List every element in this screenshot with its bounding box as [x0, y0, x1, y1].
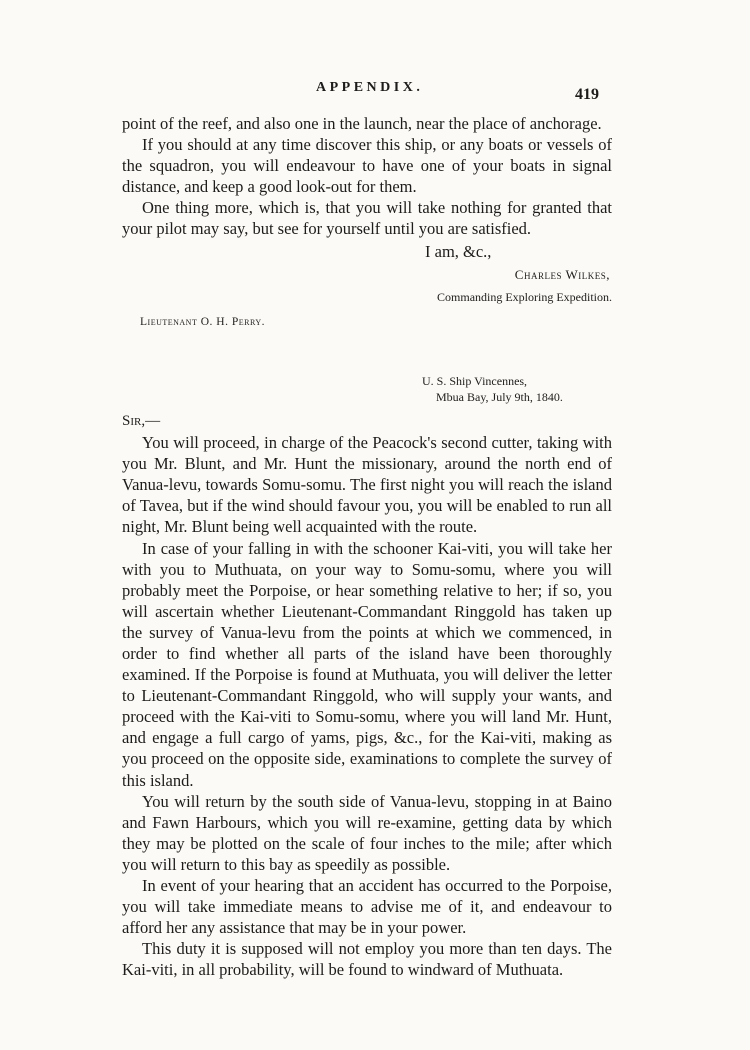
- paragraph: This duty it is supposed will not employ you more than ten days. The Kai-viti, in all probability, will be found to windward of Muthuata.: [122, 939, 612, 980]
- paragraph: One thing more, which is, that you will take nothing for granted that your pilot may say, but see for yourself until you are satisfied.: [122, 198, 612, 239]
- letter-place: U. S. Ship Vincennes,: [422, 373, 528, 388]
- paragraph-continued: point of the reef, and also one in the launch, near the place of anchorage.: [122, 114, 602, 133]
- paragraph: In event of your hearing that an accident has occurred to the Porpoise, you will take immediate means to advise me of it, and endeavour to afford her any assistance that may be in your power.: [122, 876, 612, 938]
- addressee: Lieutenant O. H. Perry.: [140, 315, 265, 328]
- letter-date: Mbua Bay, July 9th, 1840.: [436, 389, 563, 404]
- paragraph: You will proceed, in charge of the Peacock's second cutter, taking with you Mr. Blunt, and Mr. Hunt the missionary, around the north end of Vanua-levu, towards Somu-somu. The first night you will reach the island of Tavea, but if the wind should favour you, you will be enabled to run all night, Mr. Blunt being well acquainted with the route.: [122, 433, 612, 537]
- paragraph: In case of your falling in with the schooner Kai-viti, you will take her with you to Muthuata, on your way to Somu-somu, where you will probably meet the Porpoise, or hear something relative to her; if so, you will ascertain whether Lieutenant-Commandant Ringgold has taken up the survey of Vanua-levu from the points at which we commenced, in order to find whether all parts of the island have been thoroughly examined. If the Porpoise is found at Muthuata, you will deliver the letter to Lieutenant-Commandant Ringgold, who will supply your wants, and proceed with the Kai-viti to Somu-somu, where you will land Mr. Hunt, and engage a full cargo of yams, pigs, &c., for the Kai-viti, making as you proceed on the opposite side, examinations to complete the survey of this island.: [122, 538, 612, 790]
- signer-name: Charles Wilkes,: [514, 266, 610, 282]
- running-head: APPENDIX.: [316, 80, 424, 95]
- paragraph: If you should at any time discover this ship, or any boats or vessels of the squadron, you will endeavour to have one of your boats in signal distance, and keep a good look-out for them.: [122, 135, 612, 197]
- signoff: I am, &c.,: [425, 241, 492, 261]
- page-header: [0, 80, 750, 110]
- page-body: [122, 113, 612, 980]
- paragraph: You will return by the south side of Vanua-levu, stopping in at Baino and Fawn Harbours, which you will re-examine, getting data by which they may be plotted on the scale of four inches to the mile; after which you will return to this bay as speedily as possible.: [122, 791, 612, 874]
- page-number: 419: [575, 86, 599, 103]
- signer-title: Commanding Exploring Expedition.: [437, 289, 612, 304]
- salutation: Sir,—: [122, 412, 161, 429]
